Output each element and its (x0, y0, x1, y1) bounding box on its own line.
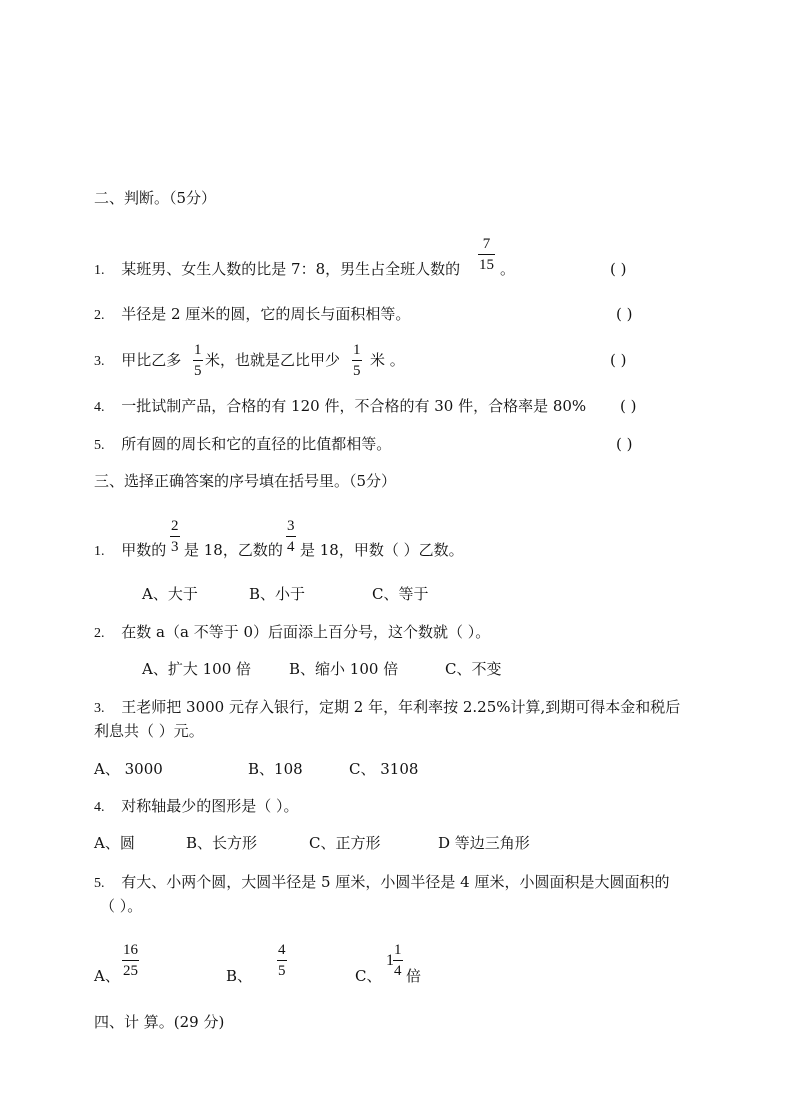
fraction-bar (277, 960, 287, 961)
unit-text: 倍 (406, 967, 422, 985)
fraction-bar (286, 536, 296, 537)
question-text-continued: （ ）。 (100, 897, 143, 915)
judgement-q3 (94, 353, 181, 369)
denominator: 3 (171, 539, 179, 555)
question-text: 王老师把 3000 元存入银行，定期 2 年，年利率按 2.25%计算,到期可得本金和税后 (121, 698, 681, 716)
question-number: 2. (94, 626, 105, 641)
answer-blank[interactable]: ( ) (616, 435, 633, 453)
option-b[interactable]: B、 (226, 967, 253, 985)
question-text: 对称轴最少的图形是（ ）。 (121, 797, 299, 815)
question-number: 3. (94, 354, 105, 369)
punctuation: 。 (500, 260, 516, 278)
option-a[interactable]: A、扩大 100 倍 (142, 660, 251, 678)
option-a[interactable]: A、圆 (94, 834, 135, 852)
section-heading-judgement: 二、判断。（5分） (94, 189, 217, 207)
denominator: 5 (194, 363, 202, 379)
fraction-bar (478, 254, 495, 255)
numerator: 1 (353, 342, 361, 358)
fraction-7-15 (478, 236, 495, 273)
fraction-bar (122, 960, 139, 961)
question-number: 5. (94, 876, 105, 891)
option-c[interactable]: C、正方形 (309, 834, 381, 852)
question-text: 米 。 (370, 351, 405, 369)
fraction-1-5 (193, 342, 203, 379)
question-text: 是 18，甲数（ ）乙数。 (300, 541, 464, 559)
denominator: 5 (278, 963, 286, 979)
option-c[interactable]: C、不变 (445, 660, 502, 678)
numerator: 7 (482, 236, 491, 252)
fraction-4-5 (277, 942, 287, 979)
option-b[interactable]: B、缩小 100 倍 (289, 660, 399, 678)
question-text: 是 18，乙数的 (184, 541, 283, 559)
option-a[interactable]: A、大于 (142, 585, 198, 603)
question-text: 某班男、女生人数的比是 7：8，男生占全班人数的 (121, 260, 461, 278)
numerator: 3 (287, 518, 295, 534)
section-heading-calculation: 四、计 算。(29 分) (94, 1013, 225, 1031)
question-text: 甲比乙多 (121, 351, 182, 369)
question-text: 米，也就是乙比甲少 (205, 351, 341, 369)
fraction-1-4 (393, 942, 403, 979)
fraction-bar (393, 960, 403, 961)
question-number: 1. (94, 263, 105, 278)
question-number: 3. (94, 701, 105, 716)
numerator: 16 (123, 942, 138, 958)
fraction-3-4 (286, 518, 296, 555)
judgement-q2 (94, 307, 410, 323)
question-number: 4. (94, 800, 105, 815)
answer-blank[interactable]: ( ) (610, 351, 627, 369)
judgement-q5 (94, 437, 391, 453)
numerator: 4 (278, 942, 286, 958)
mixed-number-whole: 1 (386, 952, 394, 969)
choice-q3 (94, 700, 680, 716)
fraction-1-5 (352, 342, 362, 379)
option-b[interactable]: B、小于 (249, 585, 306, 603)
option-a[interactable]: A、 (94, 967, 120, 985)
fraction-16-25 (122, 942, 139, 979)
option-b[interactable]: B、长方形 (186, 834, 258, 852)
fraction-bar (193, 360, 203, 361)
option-d[interactable]: D 等边三角形 (438, 834, 530, 852)
numerator: 1 (394, 942, 402, 958)
choice-q5 (94, 875, 669, 891)
option-c[interactable]: C、 3108 (349, 760, 419, 778)
question-text: 甲数的 (121, 541, 167, 559)
denominator: 5 (353, 363, 361, 379)
answer-blank[interactable]: ( ) (610, 260, 627, 278)
question-number: 5. (94, 438, 105, 453)
denominator: 15 (479, 257, 494, 273)
section-heading-choice: 三、选择正确答案的序号填在括号里。（5分） (94, 472, 397, 490)
fraction-bar (170, 536, 180, 537)
judgement-q4 (94, 399, 586, 415)
question-number: 2. (94, 308, 105, 323)
numerator: 2 (171, 518, 179, 534)
answer-blank[interactable]: ( ) (616, 305, 633, 323)
denominator: 4 (394, 963, 402, 979)
denominator: 4 (287, 539, 295, 555)
question-text: 半径是 2 厘米的圆，它的周长与面积相等。 (121, 305, 411, 323)
judgement-q1 (94, 262, 460, 278)
option-a[interactable]: A、 3000 (94, 760, 163, 778)
choice-q2 (94, 625, 490, 641)
question-number: 4. (94, 400, 105, 415)
answer-blank[interactable]: ( ) (620, 397, 637, 415)
option-b[interactable]: B、108 (248, 760, 303, 778)
fraction-bar (352, 360, 362, 361)
question-text: 在数 a（a 不等于 0）后面添上百分号，这个数就（ ）。 (121, 623, 491, 641)
option-c[interactable]: C、等于 (372, 585, 429, 603)
question-text: 一批试制产品，合格的有 120 件，不合格的有 30 件，合格率是 80% (121, 397, 587, 415)
numerator: 1 (194, 342, 202, 358)
question-text: 有大、小两个圆，大圆半径是 5 厘米，小圆半径是 4 厘米，小圆面积是大圆面积的 (121, 873, 670, 891)
fraction-2-3 (170, 518, 180, 555)
question-text: 所有圆的周长和它的直径的比值都相等。 (121, 435, 392, 453)
question-number: 1. (94, 544, 105, 559)
choice-q4 (94, 799, 299, 815)
choice-q1 (94, 543, 166, 559)
option-c[interactable]: C、 (355, 967, 382, 985)
denominator: 25 (123, 963, 138, 979)
question-text-continued: 利息共（ ）元。 (94, 722, 204, 740)
